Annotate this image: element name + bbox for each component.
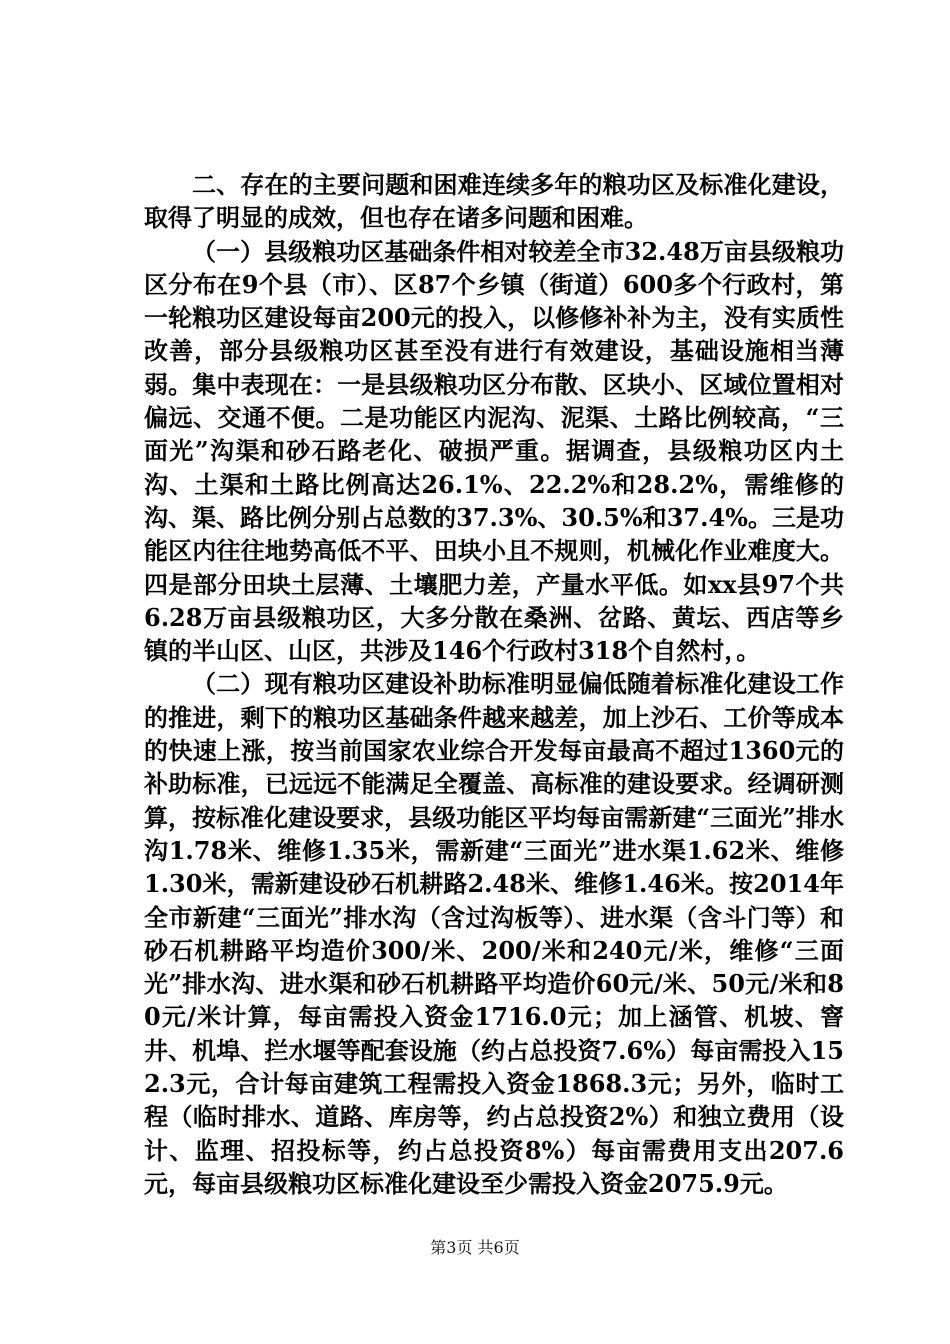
subsection-two-paragraph: （二）现有粮功区建设补助标准明显偏低随着标准化建设工作的推进，剩下的粮功区基础条件越来越差，加上沙石、工价等成本的快速上涨，按当前国家农业综合开发每亩最高不超过1360元的补助标准，已远远不能满足全覆盖、高标准的建设要求。经调研测算，按标准化建设要求，县级功能区平均每亩需新建“三面光”排水沟1.78米、维修1.35米，需新建“三面光”进水渠1.62米、维修1.30米，需新建设砂石机耕路2.48米、维修1.46米。按2014年全市新建“三面光”排水沟（含过沟板等）、进水渠（含斗门等）和砂石机耕路平均造价300/米、200/米和240元/米，维修“三面光”排水沟、进水渠和砂石机耕路平均造价60元/米、50元/米和80元/米计算，每亩需投入资金1716.0元；加上涵管、机坡、窨井、机埠、拦水堰等配套设施（约占总投资7.6%）每亩需投入152.3元，合计每亩建筑工程需投入资金1868.3元；另外，临时工程（临时排水、道路、库房等，约占总投资2%）和独立费用（设计、监理、招投标等，约占总投资8%）每亩需费用支出207.6元，每亩县级粮功区标准化建设至少需投入资金2075.9元。 [144,669,844,1198]
document-body [144,168,844,1200]
section-heading-paragraph: 二、存在的主要问题和困难连续多年的粮功区及标准化建设，取得了明显的成效，但也存在诸多问题和困难。 [144,170,844,233]
subsection-one-paragraph: （一）县级粮功区基础条件相对较差全市32.48万亩县级粮功区分布在9个县（市）、区87个乡镇（街道）600多个行政村，第一轮粮功区建设每亩200元的投入，以修修补补为主，没有实质性改善，部分县级粮功区甚至没有进行有效建设，基础设施相当薄弱。集中表现在：一是县级粮功区分布散、区块小、区域位置相对偏远、交通不便。二是功能区内泥沟、泥渠、土路比例较高，“三面光”沟渠和砂石路老化、破损严重。据调查，县级粮功区内土沟、土渠和土路比例高达26.1%、22.2%和28.2%，需维修的沟、渠、路比例分别占总数的37.3%、30.5%和37.4%。三是功能区内往往地势高低不平、田块小且不规则，机械化作业难度大。四是部分田块土层薄、土壤肥力差，产量水平低。如xx县97个共6.28万亩县级粮功区，大多分散在桑洲、岔路、黄坛、西店等乡镇的半山区、山区，共涉及146个行政村318个自然村，。 [144,236,844,666]
page-footer: 第3页 共6页 [430,1238,520,1257]
